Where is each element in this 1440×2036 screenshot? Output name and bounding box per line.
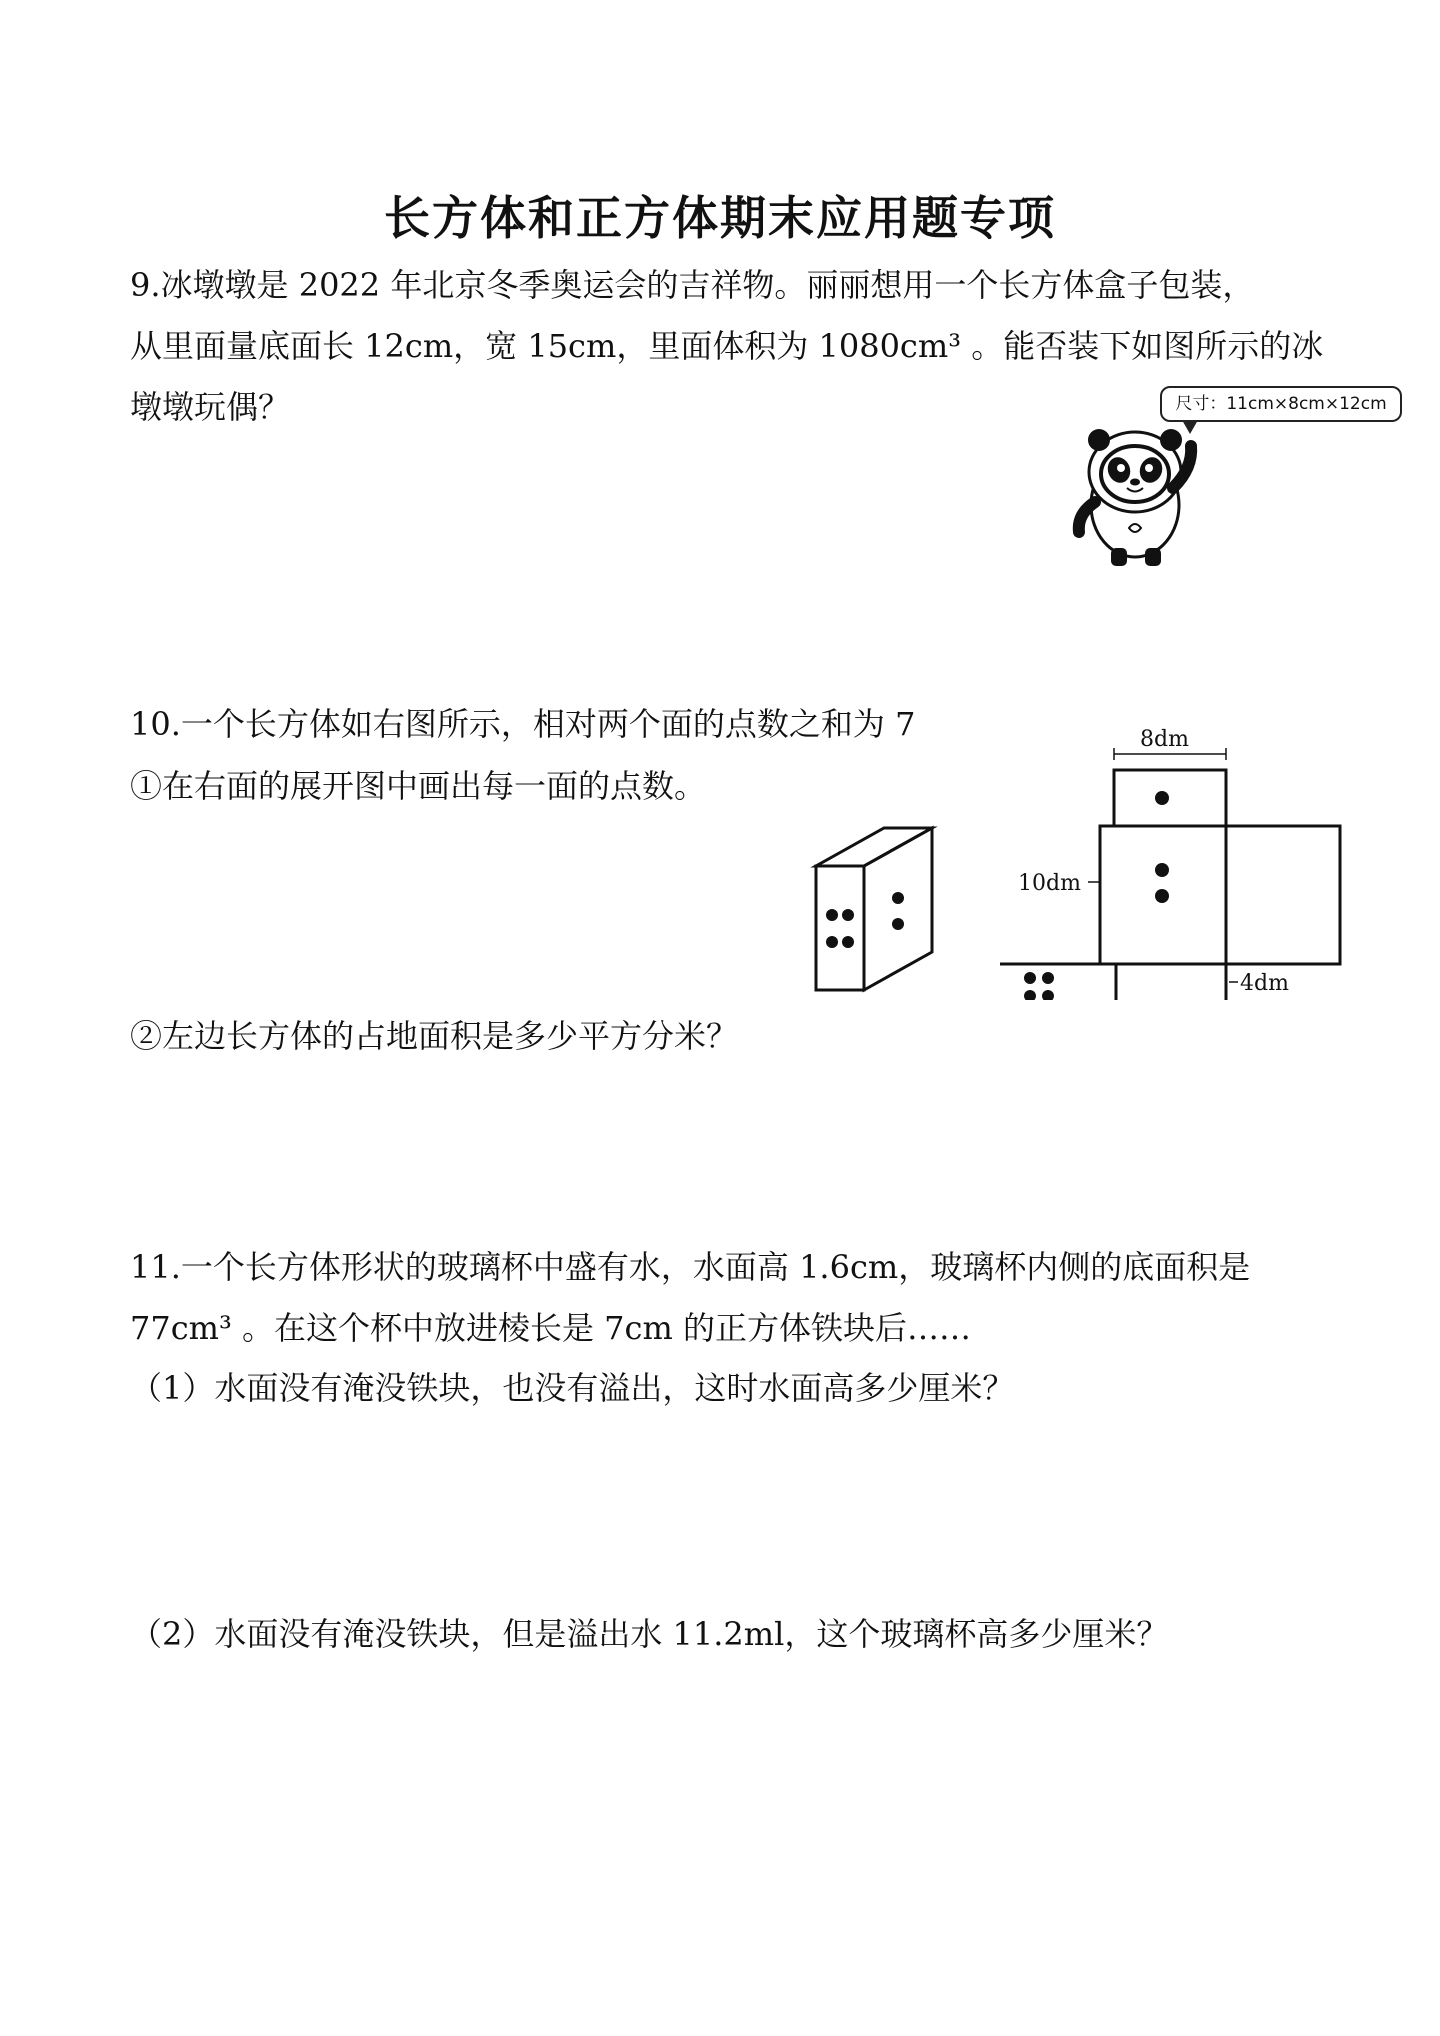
net-label-right: 4dm xyxy=(1240,971,1289,996)
net-label-top: 8dm xyxy=(1140,727,1189,752)
q10-part2: ②左边长方体的占地面积是多少平方分米？ xyxy=(130,1017,739,1055)
net-label-left: 10dm xyxy=(1018,871,1081,896)
mascot-size-label: 尺寸：11cm×8cm×12cm xyxy=(1160,386,1402,422)
cuboid-net-figure xyxy=(1000,720,1370,1000)
cuboid-figure xyxy=(800,820,950,1000)
page-title: 长方体和正方体期末应用题专项 xyxy=(384,191,1056,245)
q11-sub2: （2）水面没有淹没铁块，但是溢出水 11.2ml，这个玻璃杯高多少厘米？ xyxy=(130,1615,1169,1653)
q9-line1: 9.冰墩墩是 2022 年北京冬季奥运会的吉祥物。丽丽想用一个长方体盒子包装， xyxy=(130,266,1255,304)
q11-sub1: （1）水面没有淹没铁块，也没有溢出，这时水面高多少厘米？ xyxy=(130,1369,1015,1407)
q11-line2: 77cm³ 。在这个杯中放进棱长是 7cm 的正方体铁块后…… xyxy=(130,1309,971,1347)
q9-line2: 从里面量底面长 12cm，宽 15cm，里面体积为 1080cm³ 。能否装下如图所示的冰 xyxy=(130,327,1324,365)
q11-line1: 11.一个长方体形状的玻璃杯中盛有水，水面高 1.6cm，玻璃杯内侧的底面积是 xyxy=(130,1248,1251,1286)
q10-part1: ①在右面的展开图中画出每一面的点数。 xyxy=(130,767,707,805)
q9-line3: 墩墩玩偶？ xyxy=(130,388,291,426)
mascot-illustration xyxy=(1055,410,1215,570)
q10-line1: 10.一个长方体如右图所示，相对两个面的点数之和为 7 xyxy=(130,705,916,743)
